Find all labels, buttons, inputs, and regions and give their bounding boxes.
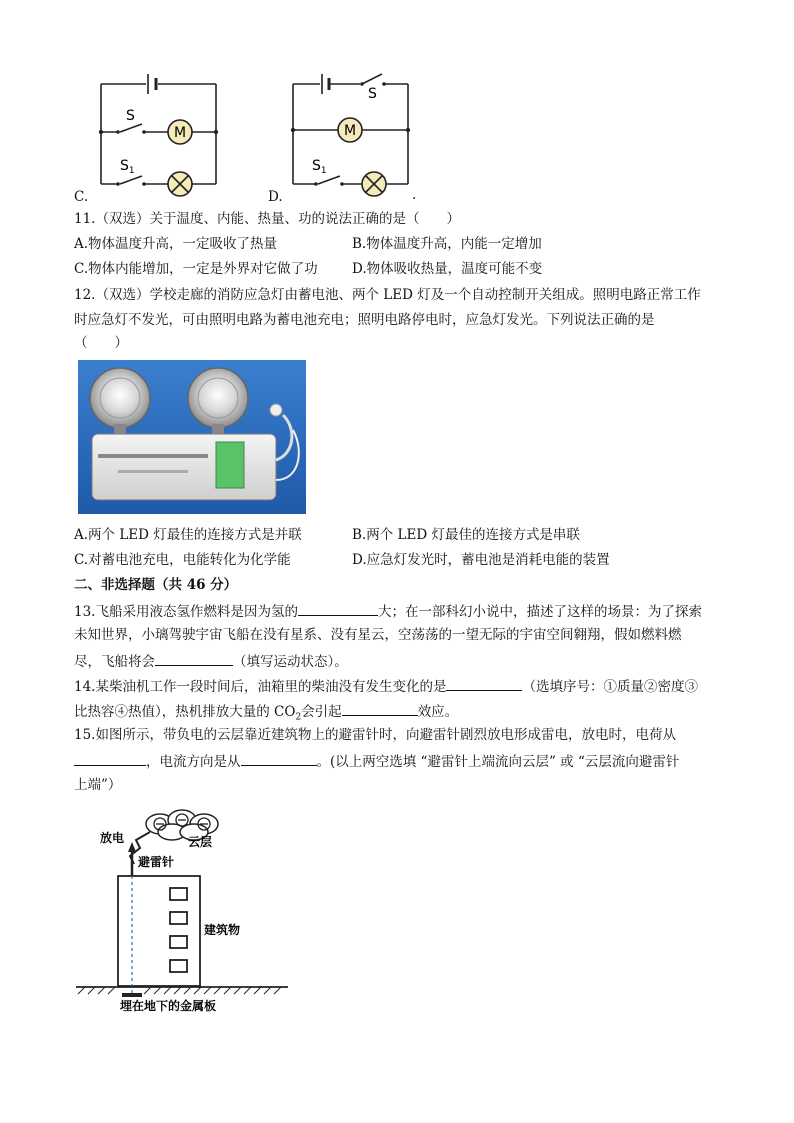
q14-line2: 比热容④热值），热机排放大量的 $CO_2$会引起 效应。 [74,701,458,727]
option-c-label: C. [74,189,89,205]
label-cloud: 云层 [188,835,213,849]
q14-line1: 14.某柴油机工作一段时间后，油箱里的柴油没有发生变化的是 （选填序号：①质量②密度③ [74,676,698,696]
q12-option-a: A.两个 LED 灯最佳的连接方式是并联 [74,527,302,543]
lightning-rod-diagram [72,806,292,1016]
section-heading: 二、非选择题（共 46 分） [74,577,238,593]
q12-option-c: C.对蓄电池充电，电能转化为化学能 [74,552,291,568]
q14-blank-1[interactable] [446,676,522,691]
q13-line1: 13.飞船采用液态氢作燃料是因为氢的 大；在一部科幻小说中，描述了这样的场景：为了探索 [74,601,702,621]
switch-s-label: S [368,86,377,102]
switch-s-label: S [126,108,135,124]
q13-line2: 未知世界，小璃驾驶宇宙飞船在没有星系、没有星云，空荡荡的一望无际的宇宙空间翱翔，假如燃料燃 [74,627,682,643]
q14-blank-2[interactable] [342,701,418,716]
label-metal-plate: 埋在地下的金属板 [120,999,217,1013]
q13-blank-1[interactable] [298,601,378,616]
q11-option-a: A.物体温度升高，一定吸收了热量 [74,236,278,252]
q11-option-c: C.物体内能增加，一定是外界对它做了功 [74,261,318,277]
q11-option-b: B.物体温度升高，内能一定增加 [352,236,542,252]
option-d-trailing-dot: . [412,187,417,203]
emergency-light-photo [78,360,306,514]
option-d-label: D. [268,189,283,205]
q12-stem-line3: （ ） [74,335,128,351]
motor-label: M [344,123,357,139]
switch-s1-label: $S_1$ [312,158,327,176]
q15-line1: 15.如图所示，带负电的云层靠近建筑物上的避雷针时，向避雷针剧烈放电形成雷电，放电时，电荷从 [74,727,676,743]
q11-option-d: D.物体吸收热量，温度可能不变 [352,261,543,277]
q12-option-d: D.应急灯发光时，蓄电池是消耗电能的装置 [352,552,610,568]
motor-label: M [174,125,187,141]
q15-blank-2[interactable] [241,751,317,766]
q11-stem: 11.（双选）关于温度、内能、热量、功的说法正确的是（ ） [74,211,460,227]
q12-option-b: B.两个 LED 灯最佳的连接方式是串联 [352,527,580,543]
circuit-diagram-c [74,64,224,206]
q12-stem-line1: 12.（双选）学校走廊的消防应急灯由蓄电池、两个 LED 灯及一个自动控制开关组成。照明电路正常工作 [74,287,701,303]
label-building: 建筑物 [204,923,241,937]
switch-s1-label: $S_1$ [120,158,135,176]
q15-line3: 上端”） [74,777,122,793]
label-discharge: 放电 [100,831,125,845]
q15-blank-1[interactable] [74,751,146,766]
q12-stem-line2: 时应急灯不发光，可由照明电路为蓄电池充电；照明电路停电时，应急灯发光。下列说法正确的是 [74,312,655,328]
circuit-diagram-d [268,64,428,206]
q13-blank-2[interactable] [155,651,233,666]
q15-line2: ，电流方向是从 。(以上两空选填 “避雷针上端流向云层” 或 “云层流向避雷针 [74,751,679,771]
label-rod: 避雷针 [138,855,175,869]
q13-line3: 尽，飞船将会 （填写运动状态）。 [74,651,348,671]
